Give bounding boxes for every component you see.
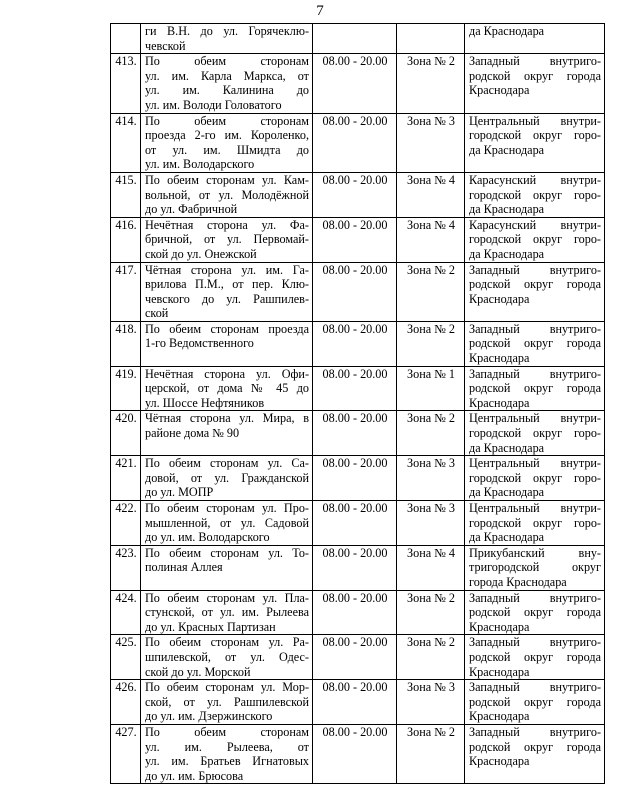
street-description-line: ул. им. Братьев Игнатовых (145, 754, 309, 769)
street-description (141, 321, 313, 366)
table-row (111, 54, 605, 113)
parking-zone: Зона № 2 (397, 590, 465, 635)
street-description-line: стунской, от ул. им. Рылеева (145, 605, 309, 620)
table-body (111, 24, 605, 784)
row-number: 424. (111, 590, 141, 635)
operating-hours: 08.00 - 20.00 (313, 172, 397, 217)
street-description (141, 456, 313, 501)
operating-hours: 08.00 - 20.00 (313, 321, 397, 366)
street-description-line: до ул. им. Володарского (145, 530, 270, 545)
row-number: 417. (111, 262, 141, 321)
street-description-line: чевской (145, 38, 186, 53)
city-district (465, 262, 605, 321)
city-district-line: Краснодара (469, 664, 530, 679)
street-description-line: По обеим сторонам ул. Кам- (145, 172, 309, 187)
table-row (111, 456, 605, 501)
city-district-line: Западный внутриго- (469, 366, 601, 381)
parking-zone: Зона № 2 (397, 635, 465, 680)
parking-zone: Зона № 4 (397, 172, 465, 217)
parking-zone: Зона № 2 (397, 262, 465, 321)
street-description-line: Нечётная сторона ул. Офи- (145, 366, 309, 381)
city-district (465, 590, 605, 635)
city-district-line: Краснодара (469, 83, 530, 98)
operating-hours (313, 24, 397, 54)
street-description-line: ской до ул. Морской (145, 664, 251, 679)
city-district-line: Западный внутриго- (469, 680, 601, 695)
street-description-line: По обеим сторонам ул. Мор- (145, 680, 309, 695)
row-number: 425. (111, 635, 141, 680)
row-number: 427. (111, 724, 141, 783)
operating-hours: 08.00 - 20.00 (313, 456, 397, 501)
city-district-line: родской округ города (469, 336, 601, 351)
operating-hours: 08.00 - 20.00 (313, 54, 397, 113)
street-description-line: до ул. МОПР (145, 485, 214, 500)
parking-zone: Зона № 3 (397, 456, 465, 501)
table-row (111, 262, 605, 321)
city-district-line: Центральный внутри- (469, 411, 601, 426)
street-description-line: По обеим сторонам ул. Пла- (145, 590, 309, 605)
city-district-line: Краснодара (469, 291, 530, 306)
street-description (141, 24, 313, 54)
city-district-line: города Краснодара (469, 574, 567, 589)
street-description-line: Нечётная сторона ул. Фа- (145, 217, 309, 232)
parking-zones-table (110, 23, 605, 784)
street-description-line: По обеим сторонам ул. Са- (145, 456, 309, 471)
page-number: 7 (316, 3, 324, 19)
street-description-line: чевского до ул. Рашпилев- (145, 291, 309, 306)
row-number: 419. (111, 366, 141, 411)
street-description-line: 1-го Ведомственного (145, 336, 254, 351)
city-district-line: Западный внутриго- (469, 54, 601, 69)
city-district-line: Западный внутриго- (469, 635, 601, 650)
city-district (465, 635, 605, 680)
parking-zone: Зона № 2 (397, 54, 465, 113)
street-description-line: шпилевской, от ул. Одес- (145, 649, 309, 664)
parking-zone: Зона № 4 (397, 545, 465, 590)
row-number: 423. (111, 545, 141, 590)
city-district-line: Центральный внутри- (469, 501, 601, 515)
street-description-line: ской, от ул. Рашпилевской (145, 694, 309, 709)
table-row (111, 411, 605, 456)
operating-hours: 08.00 - 20.00 (313, 113, 397, 172)
city-district-line: городской округ горо- (469, 128, 601, 143)
city-district-line: городской округ горо- (469, 426, 601, 441)
row-number: 414. (111, 113, 141, 172)
city-district-line: Западный внутриго- (469, 262, 601, 277)
table-row (111, 24, 605, 54)
parking-zone: Зона № 3 (397, 113, 465, 172)
parking-zone (397, 24, 465, 54)
row-number: 413. (111, 54, 141, 113)
city-district (465, 172, 605, 217)
city-district-line: родской округ города (469, 739, 601, 754)
city-district (465, 366, 605, 411)
street-description (141, 680, 313, 725)
table-row (111, 113, 605, 172)
street-description (141, 545, 313, 590)
row-number: 418. (111, 321, 141, 366)
city-district (465, 456, 605, 501)
city-district-line: Краснодара (469, 351, 530, 366)
street-description-line: ской до ул. Онежской (145, 246, 257, 261)
street-description (141, 501, 313, 546)
city-district-line: Западный внутриго- (469, 590, 601, 605)
table-row (111, 590, 605, 635)
street-description-line: до ул. Фабричной (145, 202, 238, 217)
city-district-line: да Краснодара (469, 246, 545, 261)
street-description-line: ги В.Н. до ул. Горячеклю- (145, 24, 309, 38)
street-description-line: полиная Аллея (145, 560, 223, 575)
street-description-line: проезда 2-го им. Короленко, (145, 128, 309, 143)
street-description-line: бричной, от ул. Первомай- (145, 232, 309, 247)
city-district-line: Краснодара (469, 619, 530, 634)
street-description-line: до ул. Красных Партизан (145, 619, 276, 634)
street-description-line: По обеим сторонам проезда (145, 321, 309, 336)
street-description-line: ул. им. Рылеева, от (145, 739, 309, 754)
city-district-line: Краснодара (469, 754, 530, 769)
street-description-line: от ул. им. Шмидта до (145, 142, 309, 157)
operating-hours: 08.00 - 20.00 (313, 366, 397, 411)
row-number: 421. (111, 456, 141, 501)
row-number: 416. (111, 217, 141, 262)
street-description (141, 217, 313, 262)
operating-hours: 08.00 - 20.00 (313, 501, 397, 546)
operating-hours: 08.00 - 20.00 (313, 262, 397, 321)
table-row (111, 217, 605, 262)
street-description-line: довой, от ул. Гражданской (145, 470, 309, 485)
street-description-line: ул. им. Володи Головатого (145, 97, 282, 112)
parking-zone: Зона № 3 (397, 680, 465, 725)
parking-zone: Зона № 1 (397, 366, 465, 411)
street-description-line: до ул. им. Брюсова (145, 768, 244, 783)
street-description (141, 113, 313, 172)
city-district-line: Краснодара (469, 709, 530, 724)
street-description (141, 172, 313, 217)
street-description-line: мышленной, от ул. Садовой (145, 515, 309, 530)
row-number: 422. (111, 501, 141, 546)
street-description (141, 262, 313, 321)
city-district (465, 217, 605, 262)
table-row (111, 366, 605, 411)
street-description (141, 366, 313, 411)
table-row (111, 635, 605, 680)
city-district-line: Западный внутриго- (469, 724, 601, 739)
street-description-line: вольной, от ул. Молодёжной (145, 187, 309, 202)
city-district-line: городской округ горо- (469, 470, 601, 485)
operating-hours: 08.00 - 20.00 (313, 680, 397, 725)
street-description (141, 724, 313, 783)
city-district-line: родской округ города (469, 277, 601, 292)
street-description-line: до ул. им. Дзержинского (145, 709, 273, 724)
city-district (465, 24, 605, 54)
street-description-line: По обеим сторонам ул. То- (145, 545, 309, 560)
street-description-line: ской (145, 306, 169, 321)
street-description-line: церской, от дома № 45 до (145, 381, 309, 396)
street-description-line: ул. им. Карла Маркса, от (145, 68, 309, 83)
table-row (111, 680, 605, 725)
street-description-line: По обеим сторонам ул. Ра- (145, 635, 309, 650)
city-district-line: да Краснодара (469, 530, 545, 545)
street-description-line: По обеим сторонам (145, 113, 309, 128)
row-number (111, 24, 141, 54)
city-district-line: Карасунский внутри- (469, 217, 601, 232)
row-number: 415. (111, 172, 141, 217)
street-description-line: Чётная сторона ул. Мира, в (145, 411, 309, 426)
street-description-line: ул. Шоссе Нефтяников (145, 395, 265, 410)
table-row (111, 724, 605, 783)
city-district-line: родской округ города (469, 694, 601, 709)
city-district-line: да Краснодара (469, 24, 545, 38)
city-district-line: да Краснодара (469, 485, 545, 500)
street-description-line: Чётная сторона ул. им. Га- (145, 262, 309, 277)
operating-hours: 08.00 - 20.00 (313, 217, 397, 262)
street-description (141, 411, 313, 456)
city-district (465, 54, 605, 113)
street-description-line: ул. им. Калинина до (145, 83, 309, 98)
city-district-line: тригородской округ (469, 560, 601, 575)
city-district (465, 545, 605, 590)
city-district (465, 680, 605, 725)
city-district-line: городской округ горо- (469, 187, 601, 202)
city-district-line: да Краснодара (469, 202, 545, 217)
street-description (141, 590, 313, 635)
city-district-line: Западный внутриго- (469, 321, 601, 336)
city-district (465, 113, 605, 172)
city-district (465, 321, 605, 366)
operating-hours: 08.00 - 20.00 (313, 590, 397, 635)
parking-zone: Зона № 3 (397, 501, 465, 546)
street-description-line: ул. им. Володарского (145, 157, 255, 172)
city-district-line: Карасунский внутри- (469, 172, 601, 187)
row-number: 420. (111, 411, 141, 456)
street-description (141, 635, 313, 680)
city-district-line: Центральный внутри- (469, 456, 601, 471)
operating-hours: 08.00 - 20.00 (313, 724, 397, 783)
city-district-line: Краснодара (469, 395, 530, 410)
city-district-line: городской округ горо- (469, 232, 601, 247)
city-district-line: родской округ города (469, 649, 601, 664)
street-description-line: По обеим сторонам ул. Про- (145, 501, 309, 515)
city-district-line: родской округ города (469, 381, 601, 396)
street-description-line: По обеим сторонам (145, 54, 309, 69)
operating-hours: 08.00 - 20.00 (313, 411, 397, 456)
city-district (465, 501, 605, 546)
city-district (465, 411, 605, 456)
operating-hours: 08.00 - 20.00 (313, 635, 397, 680)
city-district-line: родской округ города (469, 68, 601, 83)
street-description-line: врилова П.М., от пер. Клю- (145, 277, 309, 292)
street-description-line: По обеим сторонам (145, 724, 309, 739)
city-district-line: родской округ города (469, 605, 601, 620)
street-description (141, 54, 313, 113)
parking-zone: Зона № 2 (397, 724, 465, 783)
parking-zone: Зона № 2 (397, 321, 465, 366)
city-district-line: да Краснодара (469, 440, 545, 455)
city-district-line: да Краснодара (469, 142, 545, 157)
table-row (111, 501, 605, 546)
operating-hours: 08.00 - 20.00 (313, 545, 397, 590)
table-row (111, 545, 605, 590)
street-description-line: районе дома № 90 (145, 426, 240, 441)
city-district-line: Центральный внутри- (469, 113, 601, 128)
city-district-line: Прикубанский вну- (469, 545, 601, 560)
parking-zone: Зона № 4 (397, 217, 465, 262)
table-row (111, 172, 605, 217)
row-number: 426. (111, 680, 141, 725)
city-district-line: городской округ горо- (469, 515, 601, 530)
table-row (111, 321, 605, 366)
parking-zone: Зона № 2 (397, 411, 465, 456)
city-district (465, 724, 605, 783)
